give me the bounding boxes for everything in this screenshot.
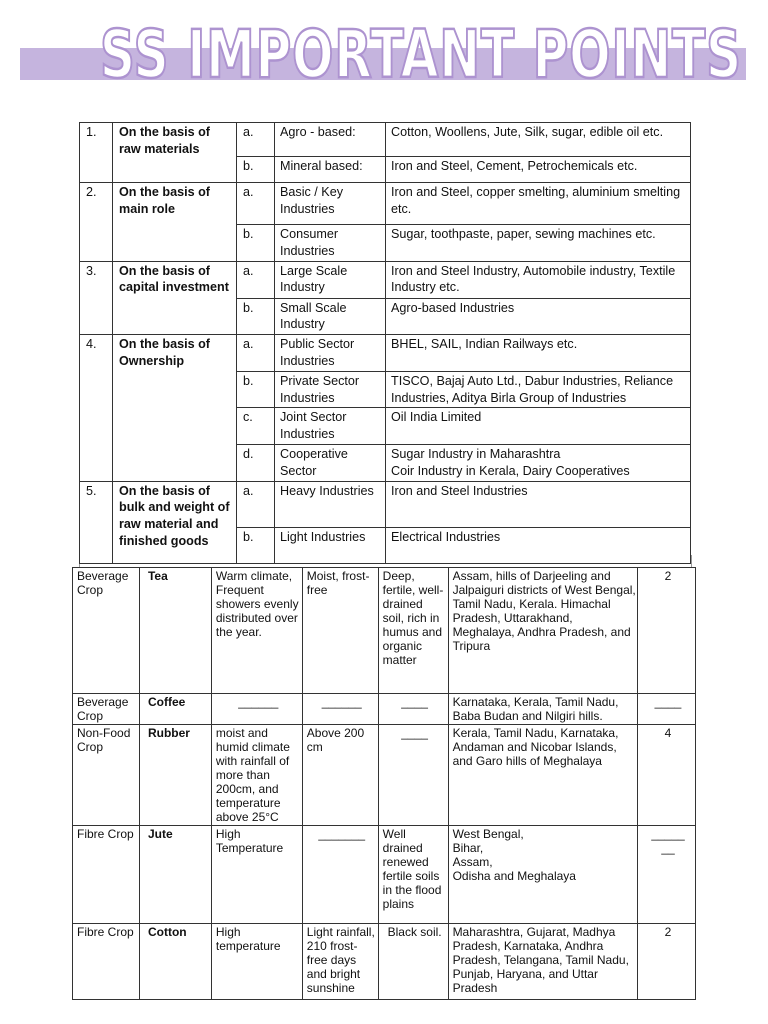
- industry-row: [80, 123, 691, 157]
- crop-temperature: Warm climate, Frequent showers evenly distributed over the year.: [211, 568, 302, 694]
- industry-type: Mineral based:: [275, 157, 386, 183]
- industry-type: Cooperative Sector: [275, 444, 386, 481]
- industry-examples: Agro-based Industries: [386, 298, 691, 335]
- crop-type: Fibre Crop: [73, 924, 140, 1000]
- crop-soil: ____: [378, 694, 448, 725]
- industry-type: Public Sector Industries: [275, 335, 386, 372]
- industry-row: [80, 261, 691, 298]
- page-title: SS IMPORTANT POINTS: [99, 16, 742, 93]
- industry-examples: Sugar, toothpaste, paper, sewing machines etc.: [386, 225, 691, 262]
- crop-row: [73, 568, 696, 694]
- industry-row: [80, 183, 691, 225]
- type-letter: a.: [237, 123, 275, 157]
- category-name: On the basis of Ownership: [113, 335, 237, 481]
- category-name: On the basis of main role: [113, 183, 237, 262]
- crop-table: [72, 567, 696, 1000]
- type-letter: b.: [237, 225, 275, 262]
- crop-name: Cotton: [139, 924, 211, 1000]
- crop-regions: Maharashtra, Gujarat, Madhya Pradesh, Karnataka, Andhra Pradesh, Telangana, Tamil Nadu, Punjab, Haryana, and Uttar Pradesh: [448, 924, 637, 1000]
- industry-type: Heavy Industries: [275, 481, 386, 527]
- industry-examples: Iron and Steel Industry, Automobile industry, Textile Industry etc.: [386, 261, 691, 298]
- industry-type: Agro - based:: [275, 123, 386, 157]
- crop-rainfall: ______: [302, 694, 378, 725]
- crop-number: 2: [638, 568, 696, 694]
- category-name: On the basis of raw materials: [113, 123, 237, 183]
- crop-name: Tea: [139, 568, 211, 694]
- crop-type: Beverage Crop: [73, 568, 140, 694]
- industry-examples: Oil India Limited: [386, 408, 691, 445]
- crop-number: ____: [638, 694, 696, 725]
- crop-number: 4: [638, 725, 696, 826]
- industry-examples: Electrical Industries: [386, 527, 691, 563]
- crop-row: [73, 694, 696, 725]
- crop-number: _____ __: [638, 826, 696, 924]
- industry-examples: Cotton, Woollens, Jute, Silk, sugar, edible oil etc.: [386, 123, 691, 157]
- category-number: 4.: [80, 335, 113, 481]
- industry-examples: Iron and Steel, copper smelting, aluminium smelting etc.: [386, 183, 691, 225]
- crop-name: Jute: [139, 826, 211, 924]
- crop-soil: Black soil.: [378, 924, 448, 1000]
- crop-temperature: High temperature: [211, 924, 302, 1000]
- type-letter: a.: [237, 335, 275, 372]
- category-number: 5.: [80, 481, 113, 563]
- industry-examples: BHEL, SAIL, Indian Railways etc.: [386, 335, 691, 372]
- industry-type: Small Scale Industry: [275, 298, 386, 335]
- crop-type: Beverage Crop: [73, 694, 140, 725]
- industry-examples: Iron and Steel Industries: [386, 481, 691, 527]
- crop-regions: West Bengal, Bihar, Assam, Odisha and Meghalaya: [448, 826, 637, 924]
- category-number: 1.: [80, 123, 113, 183]
- industry-row: [80, 481, 691, 527]
- crop-name: Rubber: [139, 725, 211, 826]
- industry-type: Light Industries: [275, 527, 386, 563]
- industry-examples: Sugar Industry in Maharashtra Coir Industry in Kerala, Dairy Cooperatives: [386, 444, 691, 481]
- crop-regions: Kerala, Tamil Nadu, Karnataka, Andaman and Nicobar Islands, and Garo hills of Meghalaya: [448, 725, 637, 826]
- type-letter: a.: [237, 481, 275, 527]
- crop-rainfall: _______: [302, 826, 378, 924]
- industry-type: Private Sector Industries: [275, 371, 386, 408]
- crop-temperature: ______: [211, 694, 302, 725]
- type-letter: b.: [237, 371, 275, 408]
- crop-row: [73, 725, 696, 826]
- industry-type: Basic / Key Industries: [275, 183, 386, 225]
- crop-rainfall: Moist, frost-free: [302, 568, 378, 694]
- scan-edge-right: [691, 555, 692, 567]
- type-letter: d.: [237, 444, 275, 481]
- crop-row: [73, 826, 696, 924]
- crop-soil: Deep, fertile, well-drained soil, rich in humus and organic matter: [378, 568, 448, 694]
- crop-number: 2: [638, 924, 696, 1000]
- type-letter: b.: [237, 157, 275, 183]
- crop-regions: Karnataka, Kerala, Tamil Nadu, Baba Budan and Nilgiri hills.: [448, 694, 637, 725]
- industry-row: [80, 335, 691, 372]
- crop-type: Non-Food Crop: [73, 725, 140, 826]
- industry-classification-table: [79, 122, 691, 564]
- crop-name: Coffee: [139, 694, 211, 725]
- type-letter: a.: [237, 183, 275, 225]
- type-letter: b.: [237, 298, 275, 335]
- crop-type: Fibre Crop: [73, 826, 140, 924]
- type-letter: a.: [237, 261, 275, 298]
- crop-rainfall: Above 200 cm: [302, 725, 378, 826]
- type-letter: c.: [237, 408, 275, 445]
- crop-temperature: moist and humid climate with rainfall of more than 200cm, and temperature above 25°C: [211, 725, 302, 826]
- crop-soil: Well drained renewed fertile soils in the flood plains: [378, 826, 448, 924]
- crop-row: [73, 924, 696, 1000]
- category-name: On the basis of bulk and weight of raw material and finished goods: [113, 481, 237, 563]
- category-number: 3.: [80, 261, 113, 335]
- industry-examples: TISCO, Bajaj Auto Ltd., Dabur Industries, Reliance Industries, Aditya Birla Group of Industries: [386, 371, 691, 408]
- industry-type: Joint Sector Industries: [275, 408, 386, 445]
- category-name: On the basis of capital investment: [113, 261, 237, 335]
- crop-soil: ____: [378, 725, 448, 826]
- crop-temperature: High Temperature: [211, 826, 302, 924]
- crop-regions: Assam, hills of Darjeeling and Jalpaiguri districts of West Bengal, Tamil Nadu, Kerala. Himachal Pradesh, Uttarakhand, Meghalaya, Andhra Pradesh, and Tripura: [448, 568, 637, 694]
- crop-rainfall: Light rainfall, 210 frost-free days and bright sunshine: [302, 924, 378, 1000]
- industry-type: Large Scale Industry: [275, 261, 386, 298]
- industry-examples: Iron and Steel, Cement, Petrochemicals etc.: [386, 157, 691, 183]
- industry-type: Consumer Industries: [275, 225, 386, 262]
- type-letter: b.: [237, 527, 275, 563]
- category-number: 2.: [80, 183, 113, 262]
